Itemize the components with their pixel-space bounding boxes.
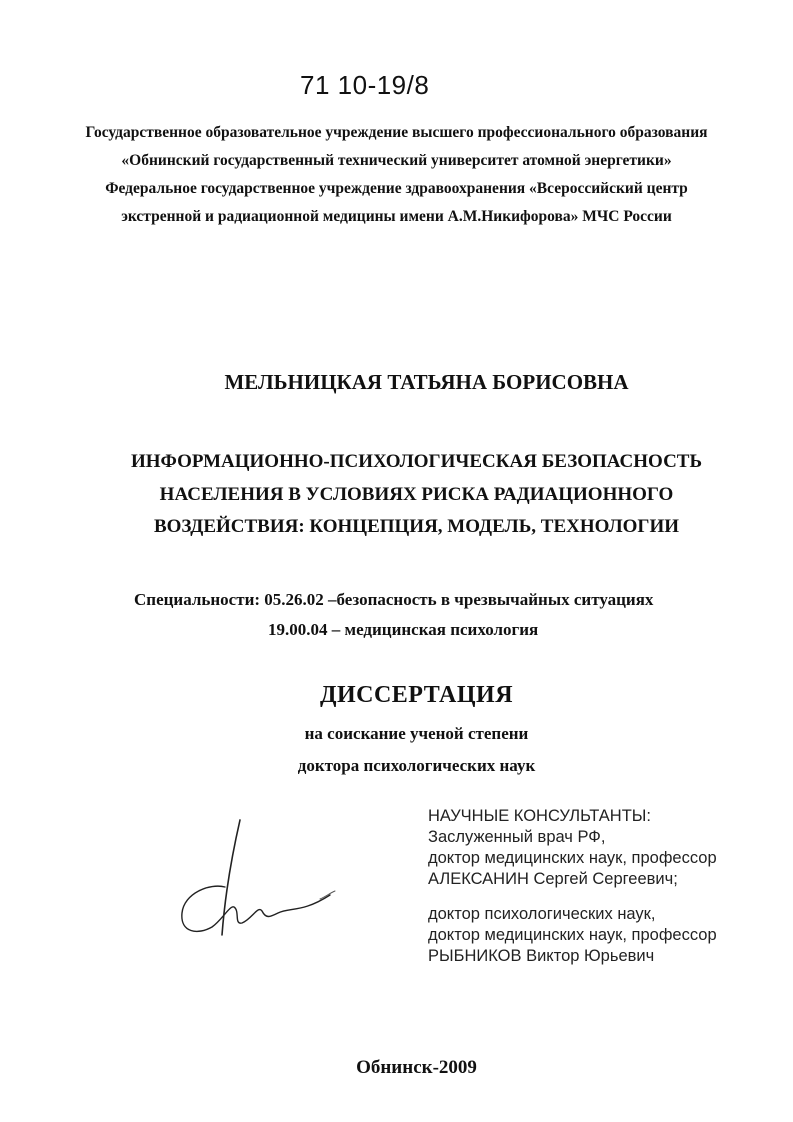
institution-line: Государственное образовательное учреждение высшего профессионального образования [85,124,708,141]
institution-line: Федеральное государственное учреждение здравоохранения «Всероссийский центр [105,180,688,197]
consultant-line: доктор медицинских наук, профессор [428,849,717,867]
dissertation-title-line: НАСЕЛЕНИЯ В УСЛОВИЯХ РИСКА РАДИАЦИОННОГО [159,484,674,505]
consultants-heading: НАУЧНЫЕ КОНСУЛЬТАНТЫ: [428,807,651,825]
spacer [428,890,717,904]
consultant-line: доктор психологических наук, [428,905,656,923]
signature-image [170,815,340,945]
specialty-line: 19.00.04 – медицинская психология [268,620,539,639]
author-name: МЕЛЬНИЦКАЯ ТАТЬЯНА БОРИСОВНА [224,370,629,394]
consultant-line: доктор медицинских наук, профессор [428,926,717,944]
institution-line: «Обнинский государственный технический университет атомной энергетики» [121,152,672,169]
consultant-line: АЛЕКСАНИН Сергей Сергеевич; [428,870,678,888]
consultant-line: Заслуженный врач РФ, [428,828,606,846]
dissertation-title-line: ВОЗДЕЙСТВИЯ: КОНЦЕПЦИЯ, МОДЕЛЬ, ТЕХНОЛОГИИ [153,516,680,537]
institution-line: экстренной и радиационной медицины имени А.М.Никифорова» МЧС России [121,208,672,225]
city-year: Обнинск-2009 [356,1057,477,1078]
degree-line: доктора психологических наук [297,756,536,775]
document-type: ДИССЕРТАЦИЯ [319,682,514,708]
consultants-block [428,806,717,967]
reference-number: 71 10-19/8 [300,70,430,100]
dissertation-title-line: ИНФОРМАЦИОННО-ПСИХОЛОГИЧЕСКАЯ БЕЗОПАСНОСТЬ [130,451,703,472]
consultant-line: РЫБНИКОВ Виктор Юрьевич [428,947,655,965]
degree-line: на соискание ученой степени [304,724,529,743]
specialty-line: Специальности: 05.26.02 –безопасность в чрезвычайных ситуациях [134,590,654,609]
